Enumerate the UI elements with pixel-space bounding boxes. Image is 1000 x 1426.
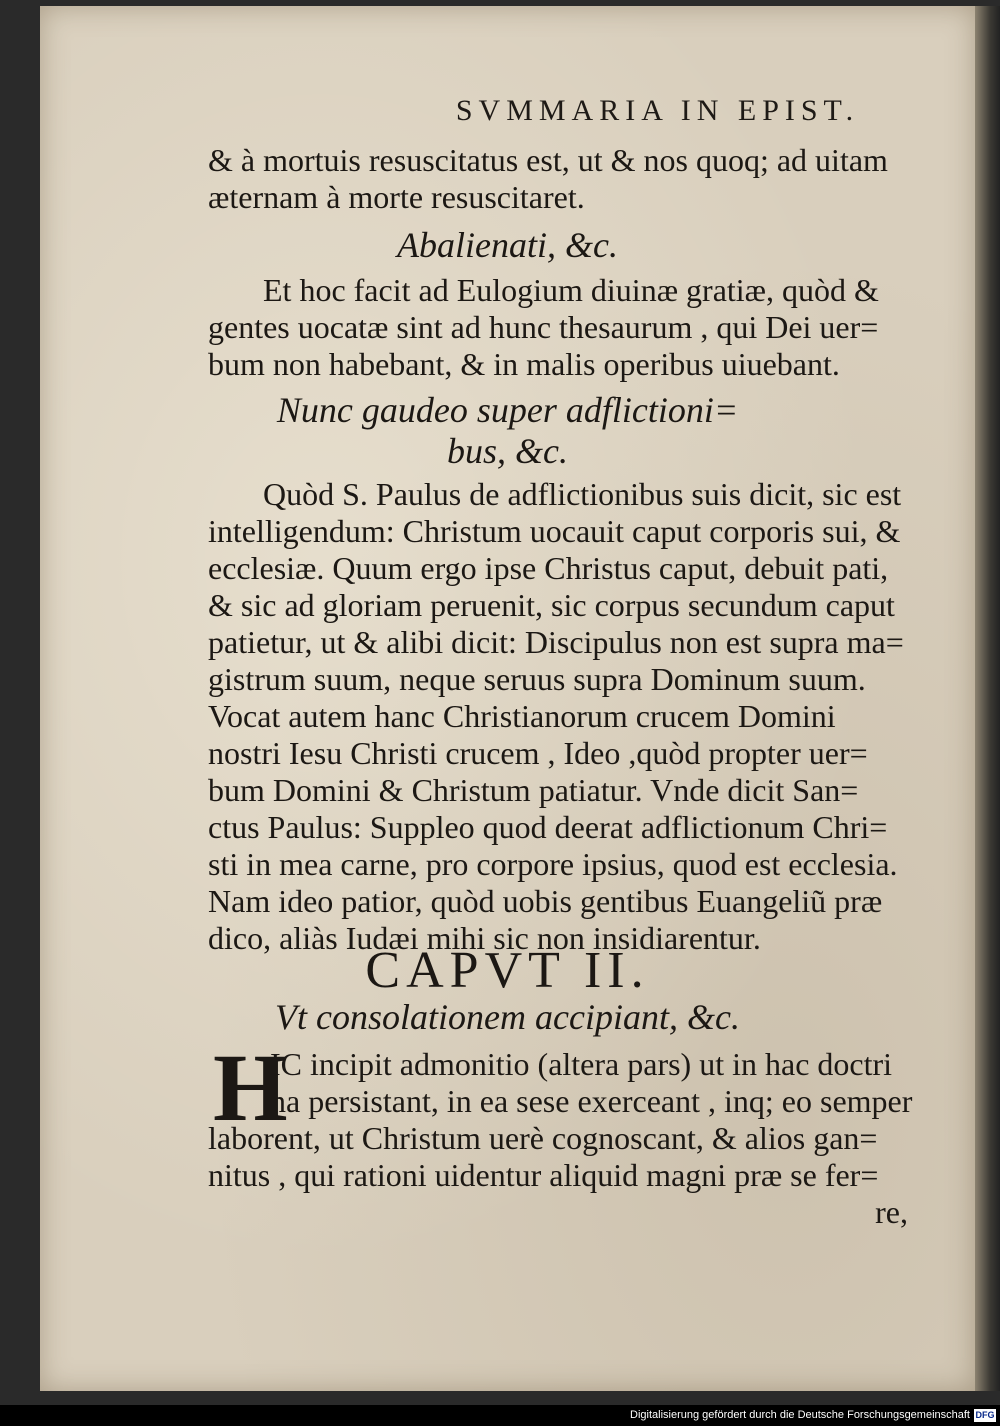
text-line: Quòd S. Paulus de adflictionibus suis dicit, sic est [263,476,902,512]
text-line: Et hoc facit ad Eulogium diuinæ gratiæ, quòd & [263,272,879,308]
text-line: Nam ideo patior, quòd uobis gentibus Euangeliũ præ [208,883,883,919]
text-block-1 [208,142,938,216]
text-line: bum Domini & Christum patiatur. Vnde dicit San= [208,772,859,808]
text-line: laborent, ut Christum uerè cognoscant, & alios gan= [208,1120,878,1156]
dfg-logo: DFG [975,1410,995,1420]
text-line: intelligendum: Christum uocauit caput corporis sui, & [208,513,901,549]
chapter-title: CAPVT II. [365,942,650,999]
running-head: SVMMARIA IN EPIST. [455,94,860,127]
text-line: Vocat autem hanc Christianorum crucem Domini [208,698,836,734]
heading-nunc-line-1: Nunc gaudeo super adflictioni= [276,390,739,430]
text-line: na persistant, in ea sese exerceant , inq; eo semper [270,1083,913,1119]
page-edge [975,6,1000,1391]
heading-nunc-line-2: bus, &c. [447,431,568,471]
text-line: & à mortuis resuscitatus est, ut & nos quoq; ad uitam [208,142,888,178]
text-line: æternam à morte resuscitaret. [208,179,585,215]
text-block-3 [208,476,938,957]
heading-vt-consolationem: Vt consolationem accipiant, &c. [275,997,740,1037]
text-line: & sic ad gloriam peruenit, sic corpus secundum caput [208,587,895,623]
text-block-2 [208,272,938,383]
text-line: nitus , qui rationi uidentur aliquid magni præ se fer= [208,1157,879,1193]
text-line: ctus Paulus: Suppleo quod deerat adflictionum Chri= [208,809,888,845]
digitization-footer: Digitalisierung gefördert durch die Deutsche Forschungsgemeinschaft [0,1405,1000,1426]
text-line: IC incipit admonitio (altera pars) ut in hac doctri [270,1046,893,1082]
text-line: ecclesiæ. Quum ergo ipse Christus caput, debuit pati, [208,550,889,586]
drop-cap: H [213,1034,288,1141]
text-line: re, [875,1194,908,1230]
text-line: nostri Iesu Christi crucem , Ideo ,quòd propter uer= [208,735,868,771]
heading-abalienati: Abalienati, &c. [397,225,618,265]
text-line: sti in mea carne, pro corpore ipsius, quod est ecclesia. [208,846,898,882]
text-line: bum non habebant, & in malis operibus uiuebant. [208,346,840,382]
text-line: dico, aliàs Iudæi mihi sic non insidiarentur. [208,920,761,956]
text-line: gistrum suum, neque seruus supra Dominum suum. [208,661,866,697]
text-line: patietur, ut & alibi dicit: Discipulus non est supra ma= [208,624,904,660]
text-block-4 [208,1046,938,1231]
text-line: gentes uocatæ sint ad hunc thesaurum , qui Dei uer= [208,309,879,345]
